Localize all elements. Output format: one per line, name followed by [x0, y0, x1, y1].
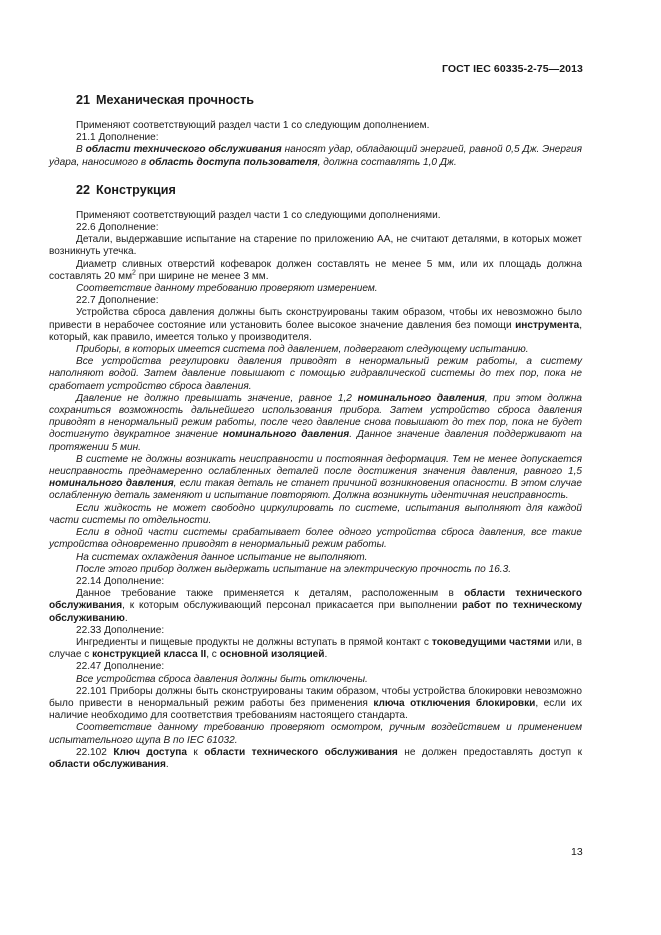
paragraph: 22.102 Ключ доступа к области технического обслуживания не должен предоставлять доступ к области обслуживания.	[49, 746, 582, 770]
paragraph: Если жидкость не может свободно циркулировать по системе, испытания выполняют для каждой части системы по отдельности.	[49, 502, 582, 526]
paragraph: Все устройства сброса давления должны быть отключены.	[76, 673, 368, 685]
paragraph: В системе не должны возникать неисправности и постоянная деформация. Тем не менее допускается неисправность преднамеренно ослабленных деталей после достижения значения давления, равного 1,5 номинального давления, если такая деталь не станет причиной возникновения опасности. В этом случае ослабленную деталь заменяют и испытание повторяют. Должна возникнуть идентичная неисправность.	[49, 453, 582, 502]
paragraph: Соответствие данному требованию проверяют измерением.	[76, 283, 378, 295]
paragraph: Диаметр сливных отверстий кофеварок должен составлять не менее 5 мм, или их площадь должна составлять 20 $мм^2$ при ширине не менее 3 мм.	[49, 258, 582, 282]
paragraph: Детали, выдержавшие испытание на старение по приложению АА, не считают деталями, в которых может возникнуть утечка.	[49, 234, 582, 258]
standard-header: ГОСТ IEC 60335-2-75—2013	[441, 63, 583, 75]
page-number: 13	[571, 846, 583, 858]
paragraph: На системах охлаждения данное испытание не выполняют.	[76, 551, 368, 563]
paragraph: Все устройства регулировки давления приводят в ненормальный режим работы, а систему наполняют водой. Затем давление повышают с помощью гидравлической системы до тех пор, пока не сработает устройство сброса давления.	[49, 356, 582, 392]
paragraph: Применяют соответствующий раздел части 1 со следующими дополнениями.	[76, 209, 441, 221]
paragraph: Применяют соответствующий раздел части 1 со следующим дополнением.	[76, 120, 430, 131]
section-title: Конструкция	[96, 182, 176, 197]
paragraph: В области технического обслуживания наносят удар, обладающий энергией, равной 0,5 Дж. Энергия удара, наносимого в область доступа пользователя, должна составлять 1,0 Дж.	[49, 144, 582, 168]
paragraph: Ингредиенты и пищевые продукты не должны вступать в прямой контакт с токоведущими частями или, в случае с конструкцией класса II, с основной изоляцией.	[49, 636, 582, 661]
clause-heading: 22.7 Дополнение:	[76, 295, 159, 307]
document-body	[49, 92, 582, 771]
paragraph: Устройства сброса давления должны быть сконструированы таким образом, чтобы их невозможно было привести в нерабочее состояние или установить более высокое значение давления без помощи инструмента, который, как правило, имеется только у производителя.	[49, 307, 582, 343]
section-number: 21	[76, 93, 91, 107]
paragraph: 22.101 Приборы должны быть сконструированы таким образом, чтобы устройства блокировки невозможно было привести в ненормальный режим работы без применения ключа отключения блокировки, если их наличие необходимо для соответствия требованиям настоящего стандарта.	[49, 685, 582, 722]
paragraph: После этого прибор должен выдержать испытание на электрическую прочность по 16.3.	[76, 563, 512, 575]
clause-heading: 22.33 Дополнение:	[76, 624, 165, 636]
clause-heading: 22.6 Дополнение:	[76, 222, 159, 234]
section-number: 22	[76, 182, 91, 197]
section-21-heading	[49, 92, 582, 108]
paragraph: Приборы, в которых имеется система под давлением, подвергают следующему испытанию.	[76, 344, 529, 356]
section-22-heading	[49, 182, 582, 198]
clause-heading: 21.1 Дополнение:	[76, 132, 159, 144]
clause-heading: 22.47 Дополнение:	[76, 661, 165, 673]
paragraph: Данное требование также применяется к деталям, расположенным в области технического обслуживания, к которым обслуживающий персонал прикасается при выполнении работ по техническому обслуживанию.	[49, 588, 583, 624]
paragraph: Давление не должно превышать значение, равное 1,2 номинального давления, при этом должна сохраниться возможность дальнейшего использования прибора. Затем устройство сброса давления приводят в ненормальный режим работы, после чего давление снова повышают до тех пор, пока не будет достигнуто двукратное значение номинального давления. Данное значение давления поддерживают на протяжении 5 мин.	[49, 392, 582, 453]
paragraph: Соответствие данному требованию проверяют осмотром, ручным воздействием и применением испытательного щупа В по IEC 61032.	[49, 722, 582, 746]
clause-heading: 22.14 Дополнение:	[76, 575, 165, 587]
paragraph: Если в одной части системы срабатывает более одного устройства сброса давления, все такие устройства одновременно приводят в ненормальный режим работы.	[49, 527, 582, 551]
section-title: Механическая прочность	[96, 93, 255, 107]
